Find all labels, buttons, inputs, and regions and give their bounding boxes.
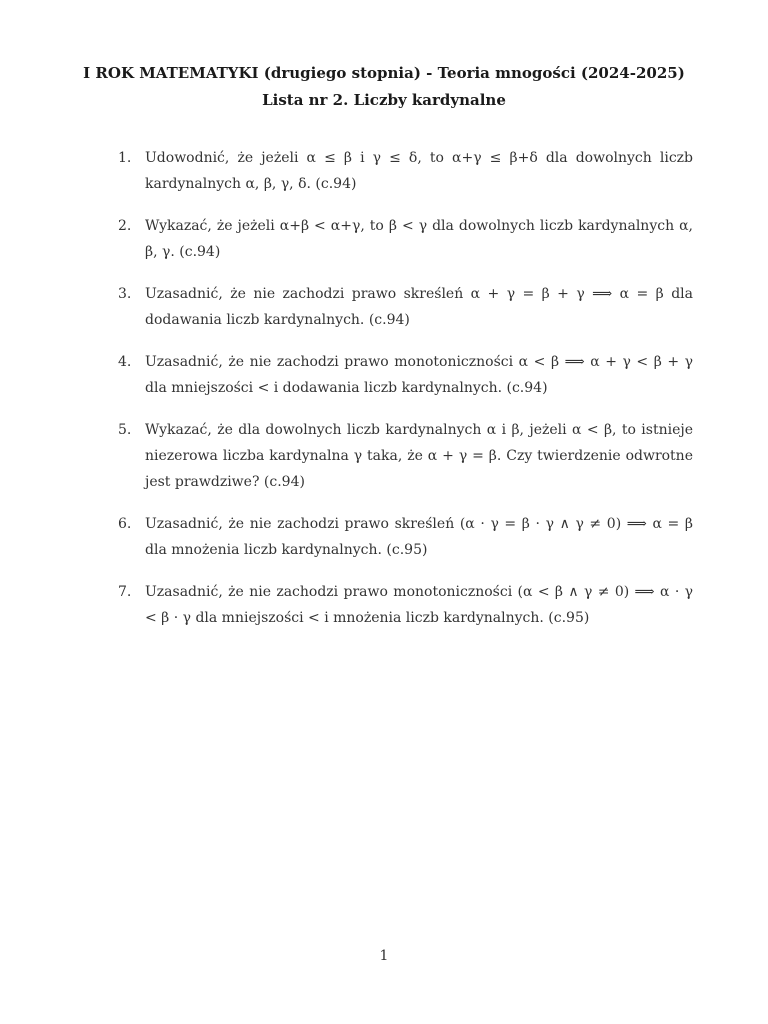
problem-number: 2.	[118, 218, 132, 234]
problem-item-3	[118, 281, 693, 333]
problem-item-2	[118, 213, 693, 265]
problem-number: 5.	[118, 422, 132, 438]
problem-number: 4.	[118, 354, 132, 370]
problem-text: Wykazać, że jeżeli α+β < α+γ, to β < γ dla dowolnych liczb kardynalnych α, β, γ. (c.94)	[145, 218, 693, 260]
problem-item-7	[118, 579, 693, 631]
problem-item-4	[118, 349, 693, 401]
problem-text: Udowodnić, że jeżeli α ≤ β i γ ≤ δ, to α+γ ≤ β+δ dla dowolnych liczb kardynalnych α, β, γ, δ. (c.94)	[145, 150, 693, 192]
problem-item-6	[118, 511, 693, 563]
problem-number: 1.	[118, 150, 132, 166]
page-number: 1	[379, 948, 389, 964]
problem-text: Uzasadnić, że nie zachodzi prawo skreśleń α + γ = β + γ ⟹ α = β dla dodawania liczb kardynalnych. (c.94)	[145, 286, 693, 328]
problem-text: Uzasadnić, że nie zachodzi prawo skreśleń (α · γ = β · γ ∧ γ ≠ 0) ⟹ α = β dla mnożenia liczb kardynalnych. (c.95)	[145, 516, 693, 558]
problem-number: 3.	[118, 286, 132, 302]
problem-text: Wykazać, że dla dowolnych liczb kardynalnych α i β, jeżeli α < β, to istnieje niezerowa liczba kardynalna γ taka, że α + γ = β. Czy twierdzenie odwrotne jest prawdziwe? (c.94)	[145, 422, 693, 490]
page-title: I ROK MATEMATYKI (drugiego stopnia) - Teoria mnogości (2024-2025)	[83, 64, 685, 82]
problem-item-5	[118, 417, 693, 495]
problem-list	[118, 145, 693, 647]
problem-text: Uzasadnić, że nie zachodzi prawo monotoniczności α < β ⟹ α + γ < β + γ dla mniejszości < i dodawania liczb kardynalnych. (c.94)	[145, 354, 693, 396]
problem-item-1	[118, 145, 693, 197]
problem-number: 7.	[118, 584, 132, 600]
problem-text: Uzasadnić, że nie zachodzi prawo monotoniczności (α < β ∧ γ ≠ 0) ⟹ α · γ < β · γ dla mniejszości < i mnożenia liczb kardynalnych. (c.95)	[145, 584, 693, 626]
page-subtitle: Lista nr 2. Liczby kardynalne	[262, 91, 506, 109]
problem-number: 6.	[118, 516, 132, 532]
